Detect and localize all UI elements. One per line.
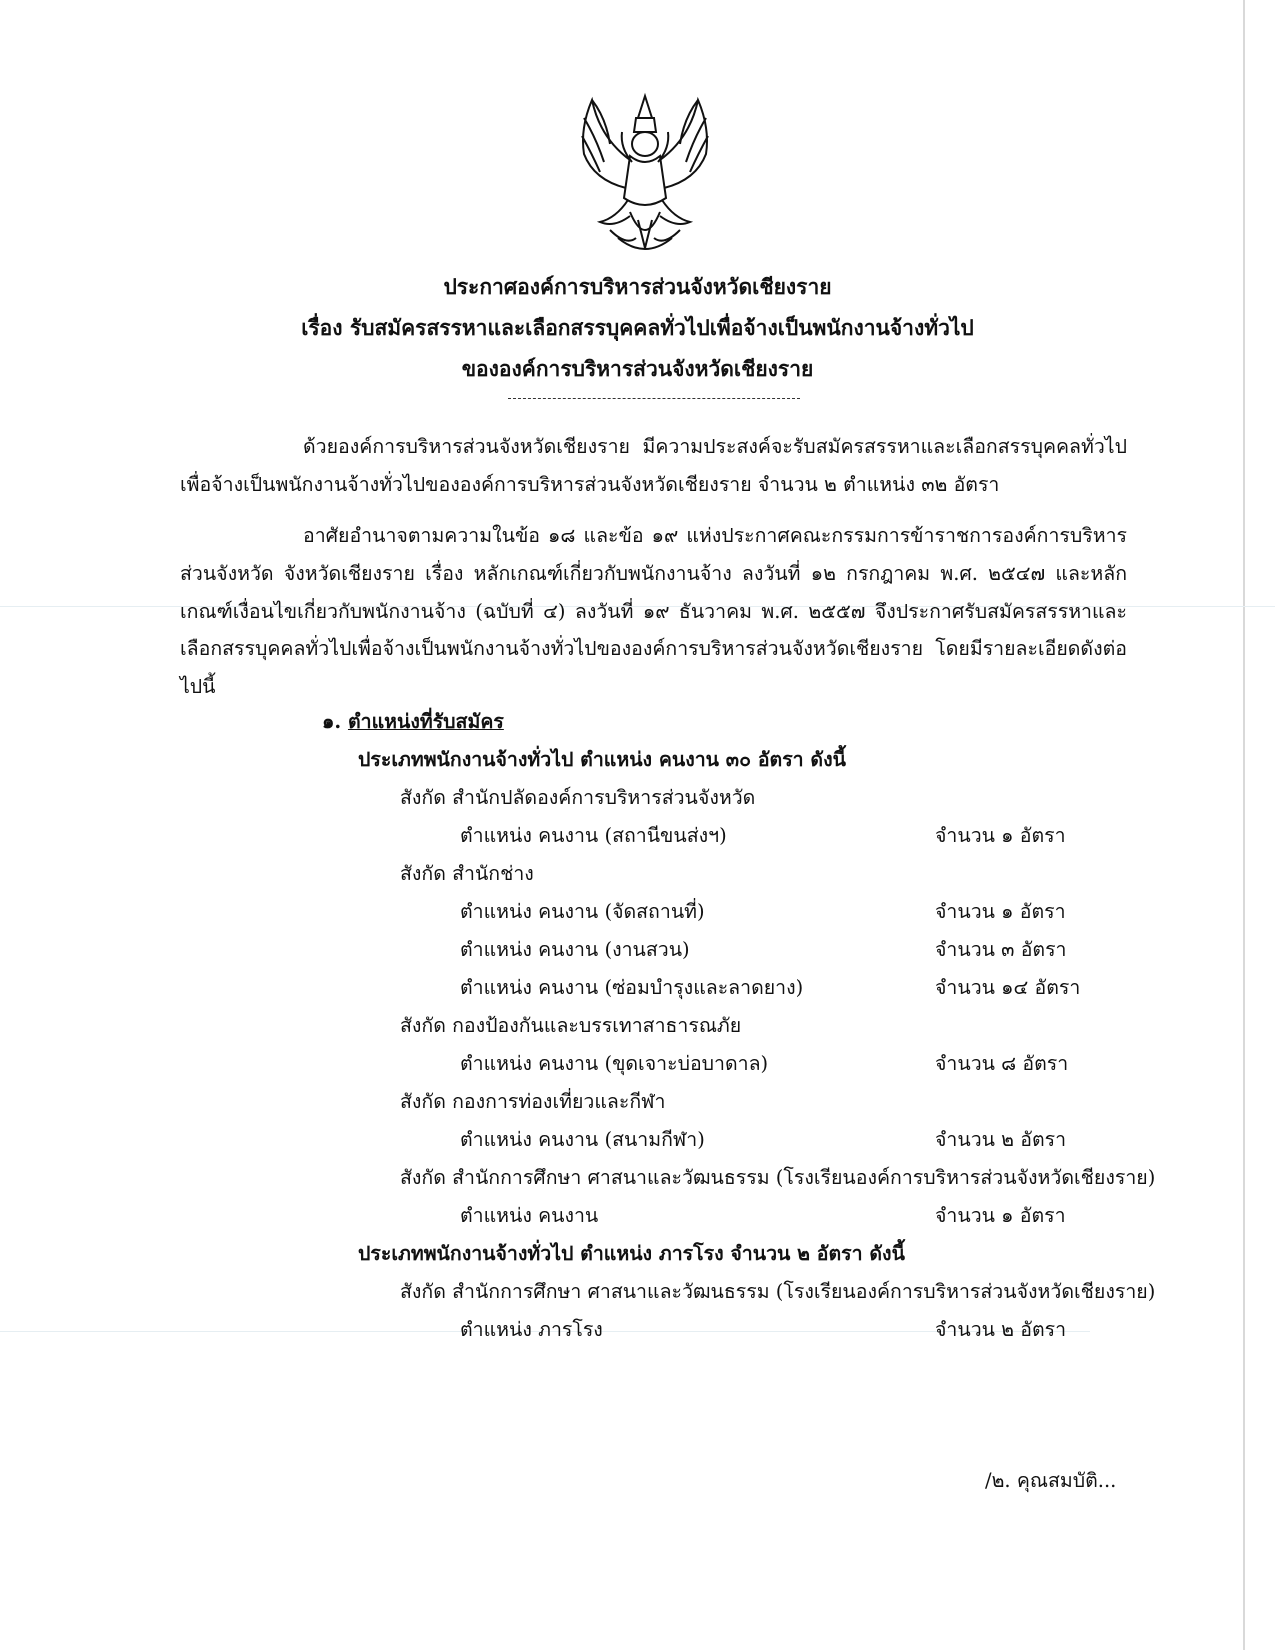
intro-text: ด้วยองค์การบริหารส่วนจังหวัดเชียงราย มีความประสงค์จะรับสมัครสรรหาและเลือกสรรบุคคลทั่วไปเพื่อจ้างเป็นพนักงานจ้างทั่วไปขององค์การบริหารส่วนจังหวัดเชียงราย จำนวน ๒ ตำแหน่ง ๓๒ อัตรา (180, 435, 1127, 496)
section-number: ๑. (322, 710, 342, 733)
announcement-subject: เรื่อง รับสมัครสรรหาและเลือกสรรบุคคลทั่วไปเพื่อจ้างเป็นพนักงานจ้างทั่วไป (301, 315, 974, 340)
position-quota: จำนวน ๑ อัตรา (935, 900, 1066, 923)
section-heading (322, 707, 504, 737)
position-quota: จำนวน ๒ อัตรา (935, 1128, 1067, 1151)
position-quota: จำนวน ๒ อัตรา (935, 1318, 1067, 1341)
position-line: ตำแหน่ง คนงาน (จัดสถานที่) (460, 900, 705, 923)
authority-text: อาศัยอำนาจตามความในข้อ ๑๘ และข้อ ๑๙ แห่งประกาศคณะกรรมการข้าราชการองค์การบริหารส่วนจังหวัด จังหวัดเชียงราย เรื่อง หลักเกณฑ์เกี่ยวกับพนักงานจ้าง ลงวันที่ ๑๒ กรกฎาคม พ.ศ. ๒๕๔๗ และหลักเกณฑ์เงื่อนไขเกี่ยวกับพนักงานจ้าง (ฉบับที่ ๔) ลงวันที่ ๑๙ ธันวาคม พ.ศ. ๒๕๕๗ จึงประกาศรับสมัครสรรหาและเลือกสรรบุคคลทั่วไปเพื่อจ้างเป็นพนักงานจ้างทั่วไปขององค์การบริหารส่วนจังหวัดเชียงราย โดยมีรายละเอียดดังต่อไปนี้ (180, 524, 1127, 699)
employee-type-worker: ประเภทพนักงานจ้างทั่วไป ตำแหน่ง คนงาน ๓๐ อัตรา ดังนี้ (358, 748, 846, 771)
intro-paragraph (180, 428, 1127, 504)
authority-paragraph (180, 517, 1127, 706)
position-line: ตำแหน่ง คนงาน (งานสวน) (460, 938, 690, 961)
position-quota: จำนวน ๑๔ อัตรา (935, 976, 1081, 999)
department-line: สังกัด สำนักช่าง (400, 862, 534, 885)
department-line: สังกัด สำนักปลัดองค์การบริหารส่วนจังหวัด (400, 786, 756, 809)
position-line: ตำแหน่ง ภารโรง (460, 1318, 603, 1341)
department-line: สังกัด สำนักการศึกษา ศาสนาและวัฒนธรรม (โรงเรียนองค์การบริหารส่วนจังหวัดเชียงราย) (400, 1280, 1156, 1303)
position-quota: จำนวน ๑ อัตรา (935, 824, 1066, 847)
position-line: ตำแหน่ง คนงาน (ขุดเจาะบ่อบาดาล) (460, 1052, 769, 1075)
continuation-note: /๒. คุณสมบัติ... (985, 1469, 1117, 1492)
department-line: สังกัด กองการท่องเที่ยวและกีฬา (400, 1090, 666, 1113)
title-separator (508, 398, 800, 399)
employee-type-janitor: ประเภทพนักงานจ้างทั่วไป ตำแหน่ง ภารโรง จำนวน ๒ อัตรา ดังนี้ (358, 1242, 905, 1265)
position-quota: จำนวน ๘ อัตรา (935, 1052, 1069, 1075)
position-quota: จำนวน ๓ อัตรา (935, 938, 1067, 961)
announcement-title: ประกาศองค์การบริหารส่วนจังหวัดเชียงราย (443, 274, 832, 299)
position-line: ตำแหน่ง คนงาน (สนามกีฬา) (460, 1128, 705, 1151)
department-line: สังกัด กองป้องกันและบรรเทาสาธารณภัย (400, 1014, 742, 1037)
department-line: สังกัด สำนักการศึกษา ศาสนาและวัฒนธรรม (โรงเรียนองค์การบริหารส่วนจังหวัดเชียงราย) (400, 1166, 1156, 1189)
page-edge (1243, 0, 1245, 1650)
garuda-emblem (570, 88, 720, 260)
section-title: ตำแหน่งที่รับสมัคร (347, 710, 504, 733)
announcement-organization: ขององค์การบริหารส่วนจังหวัดเชียงราย (461, 356, 814, 381)
position-line: ตำแหน่ง คนงาน (460, 1204, 599, 1227)
position-quota: จำนวน ๑ อัตรา (935, 1204, 1066, 1227)
position-line: ตำแหน่ง คนงาน (ซ่อมบำรุงและลาดยาง) (460, 976, 804, 999)
position-line: ตำแหน่ง คนงาน (สถานีขนส่งฯ) (460, 824, 727, 847)
